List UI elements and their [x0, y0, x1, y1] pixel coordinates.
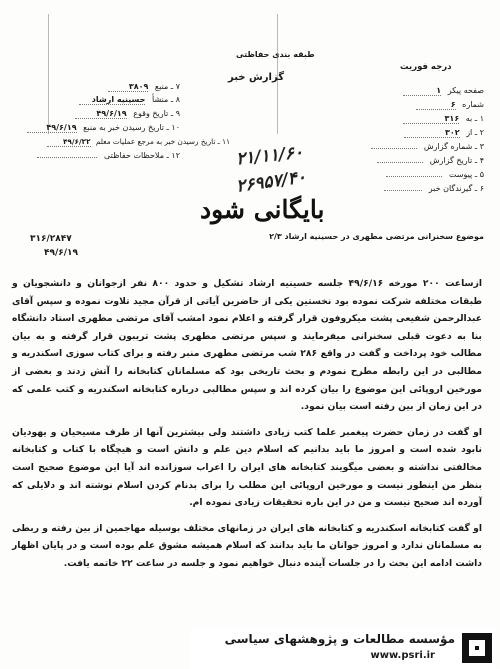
priority-label: درجه فوریت — [400, 62, 452, 72]
body-paragraph: او گفت در زمان حضرت پیغمبر علما کتب زیادی داشتند ولی بیشترین آنها از طرف مسیحیان و یهودیان نابود شده است و امروز ما باید بدانیم که اسلام دین علم و دانش است و هیچگاه با کتاب و کتابخانه مخالفتی نداشته و بعضی میگویند کتابخانه های ایران را اعراب سوزانده اند آیا این موضوع صحیح است بنظر من اینطور نیست و مورخین اروپائی این مطلب را برای بدنام کردن اسلام نوشته اند و دلایلی که آورده اند صحیح نیست و من در این باره تحقیقات زیادی نموده ام. — [12, 426, 482, 509]
right-field-recipients: ۶ ـ گیرندگان خبر — [334, 184, 484, 193]
left-field-event-date: ۹ ـ تاریخ وقوع ۴۹/۶/۱۹ — [20, 109, 180, 119]
handwritten-note-1: ۲۱/۱۱/۶۰ — [235, 142, 305, 170]
right-field-from: ۲ ـ از ۳۰۲ — [334, 128, 484, 138]
report-title: گزارش خبر — [228, 72, 285, 83]
right-field-number: شماره ۶ — [334, 100, 484, 110]
institute-logo-icon — [461, 632, 493, 664]
archive-stamp: بایگانی شود — [200, 195, 325, 224]
left-field-received-reference: ۱۱ ـ تاریخ رسیدن خبر به مرجع عملیات معلم ۴۹/۶/۲۲ — [5, 137, 230, 147]
body-paragraph: او گفت کتابخانه اسکندریه و کتابخانه های ایران در زمانهای مختلف بوسیله مهاجمین از بین رفته و ربطی به مسلمانان ندارد و امروز جوانان ما باید بدانند که اسلام همیشه مشوق علم بوده است و در پایان اظهار داشت ادامه این بحث را در جلسات آینده دنبال خواهیم نمود و جلسه در ساعت ۲۲ خاتمه یافت. — [12, 522, 482, 569]
left-field-source: ۷ ـ منبع ۳۸۰۹ — [20, 82, 180, 92]
classification-label: طبقه بندی حفاظتی — [236, 50, 315, 59]
body-paragraph: ازساعت ۲۰۰ مورخه ۴۹/۶/۱۶ جلسه حسینیه ارشاد تشکیل و حدود ۸۰۰ نفر ازجوانان و دانشجویان و طبقات مختلفه شرکت نموده بود نخستین یکی از حاضرین آیاتی از قرآن مجید تلاوت نموده و سپس آقای عبدالرحمن شفیعی پشت میکروفون قرار گرفته و اعلام نمود امشب آقای مرتضی مطهری استاد دانشگاه بنا به دعوت قبلی سخنرانی میفرمایند و سپس مرتضی مطهری پشت تریبون قرار گرفته و به بیان مطالب خود پرداخت و گفت در واقع ۲۸۶ شب مرتضی مطهری منبر رفته و برای کتاب سوزی اسکندریه و مطالبی در این رابطه مطرح نمودم و بحث تاریخی بود که مسلمانان کتابخانه را آتش زدند و بعضی از مورخین اروپائی این موضوع را بیان کرده اند و سپس مطالبی درباره کتابخانه اسکندریه و کتب علمی که در این زمان از بین رفته است بیان نمود. — [12, 278, 483, 413]
left-field-origin: ۸ ـ منشأ حسینیه ارشاد — [20, 95, 180, 105]
subject-line: موضوع سخنرانی مرتضی مطهری در حسینیه ارشاد ۲/۳ — [269, 232, 484, 241]
institute-name: مؤسسه مطالعات و پژوهشهای سیاسی — [224, 632, 455, 646]
right-field-report-number: ۳ ـ شماره گزارش — [334, 142, 484, 151]
right-field-page: صفحه پیکر ۱ — [334, 86, 484, 96]
institute-footer — [190, 628, 495, 669]
left-field-security-notes: ۱۲ ـ ملاحظات حفاظتی — [20, 151, 180, 160]
handwritten-note-2: ۲۶۹۵۷/۴۰ — [234, 167, 308, 197]
left-field-received-source: ۱۰ ـ تاریخ رسیدن خبر به منبع ۴۹/۶/۱۹ — [10, 123, 180, 133]
report-body — [12, 275, 482, 581]
reference-number: ۳۱۶/۲۸۴۷ — [30, 234, 72, 244]
right-field-to: ۱ ـ به ۳۱۶ — [334, 114, 484, 124]
right-field-report-date: ۴ ـ تاریخ گزارش — [334, 156, 484, 165]
institute-website: www.psri.ir — [370, 650, 435, 661]
reference-date: ۴۹/۶/۱۹ — [44, 248, 79, 258]
right-field-attachment: ۵ ـ پیوست — [334, 170, 484, 179]
